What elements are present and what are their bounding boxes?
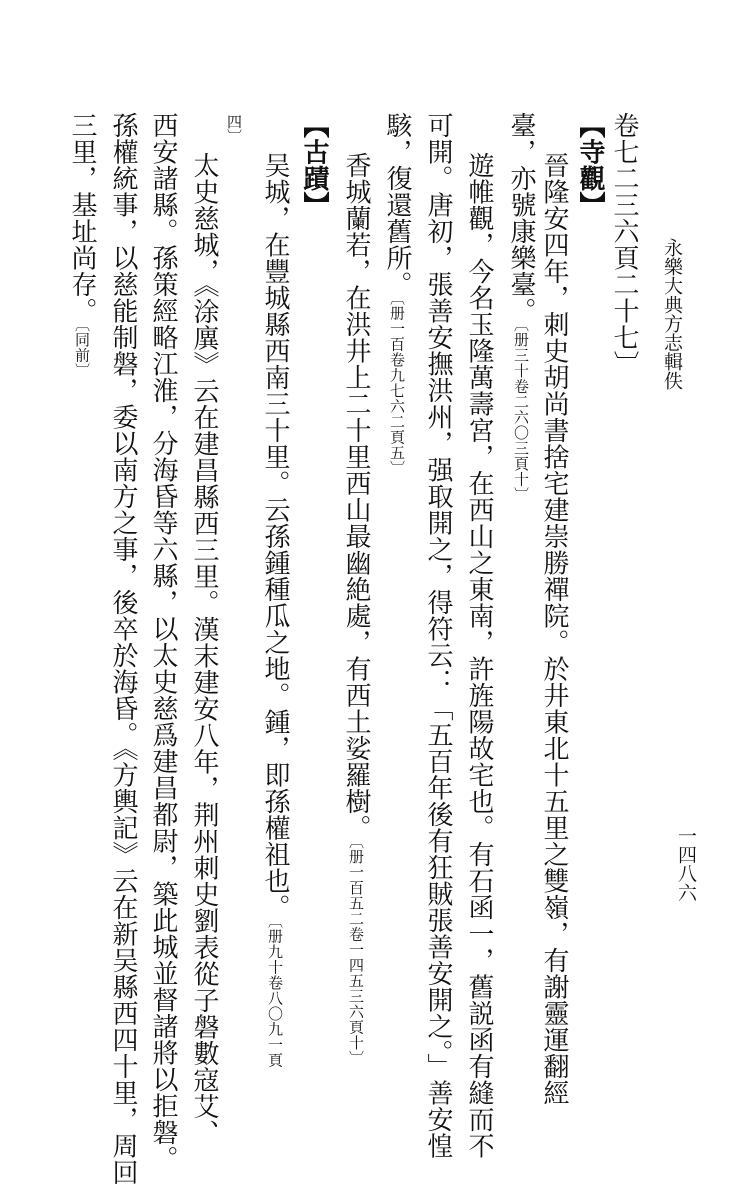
text-column: [150, 112, 176, 1172]
book-title: 永樂大典方志輯佚: [661, 238, 683, 390]
column-text: 孫權統事，以慈能制磐，委以南方之事，後卒於海昏。《方輿記》云在新吴縣西四十里，周回: [108, 112, 138, 1186]
text-column: [541, 152, 567, 1106]
text-column: [384, 112, 410, 476]
section-heading-historic-sites: 【古蹟】: [299, 112, 329, 218]
column-text: 晉隆安四年，刺史胡尚書捨宅建崇勝禪院。於井東北十五里之雙嶺，有謝靈運翻經: [539, 152, 569, 1106]
text-column: [466, 152, 492, 1159]
citation-note: 〔册一百五二卷一四五三六頁十〕: [347, 841, 365, 1066]
page-number: 一四八六: [675, 826, 697, 902]
column-text: 臺，亦號康樂臺。: [506, 112, 536, 324]
column-text: 駭，復還舊所。: [382, 112, 412, 298]
text-column: [69, 112, 95, 379]
citation-note: 〔册三十卷二六〇三頁十〕: [512, 324, 530, 503]
citation-continuation: 四〕: [225, 114, 243, 144]
citation-note: 〔同前〕: [73, 324, 91, 379]
column-text: 西安諸縣。孫策經略江淮，分海昏等六縣，以太史慈爲建昌都尉，築此城並督諸將以拒磐。: [148, 112, 178, 1172]
text-column: [191, 152, 217, 1146]
column-text: 吴城，在豐城縣西南三十里。云孫鍾種瓜之地。鍾，即孫權祖也。: [260, 152, 290, 921]
column-text: 香城蘭若，在洪井上二十里西山最幽絶處，有西土娑羅樹。: [341, 152, 371, 841]
text-column: [110, 112, 136, 1186]
column-text: 三里，基址尚存。: [67, 112, 97, 324]
text-column: [508, 112, 534, 503]
column-text: 遊帷觀，今名玉隆萬壽宮，在西山之東南，許旌陽故宅也。有石函一，舊説函有縫而不: [464, 152, 494, 1159]
volume-reference: 卷七二三六頁二十七〕: [609, 112, 639, 377]
text-column: [262, 152, 288, 1068]
column-text: 可開。唐初，張善安撫洪州，强取開之，得符云：「五百年後有狂賊張善安開之。」善安惶: [423, 112, 453, 1159]
column-text: 太史慈城，《涂廙》云在建昌縣西三里。漢末建安八年，荆州刺史劉表從子磐數寇艾、: [189, 152, 219, 1146]
text-column: [425, 112, 451, 1159]
citation-note: 〔册九十卷八〇九一頁: [266, 920, 284, 1068]
section-heading-temples: 【寺觀】: [575, 112, 605, 218]
text-column: [343, 152, 369, 1066]
citation-note: 〔册一百卷九七六二頁五〕: [388, 297, 406, 476]
